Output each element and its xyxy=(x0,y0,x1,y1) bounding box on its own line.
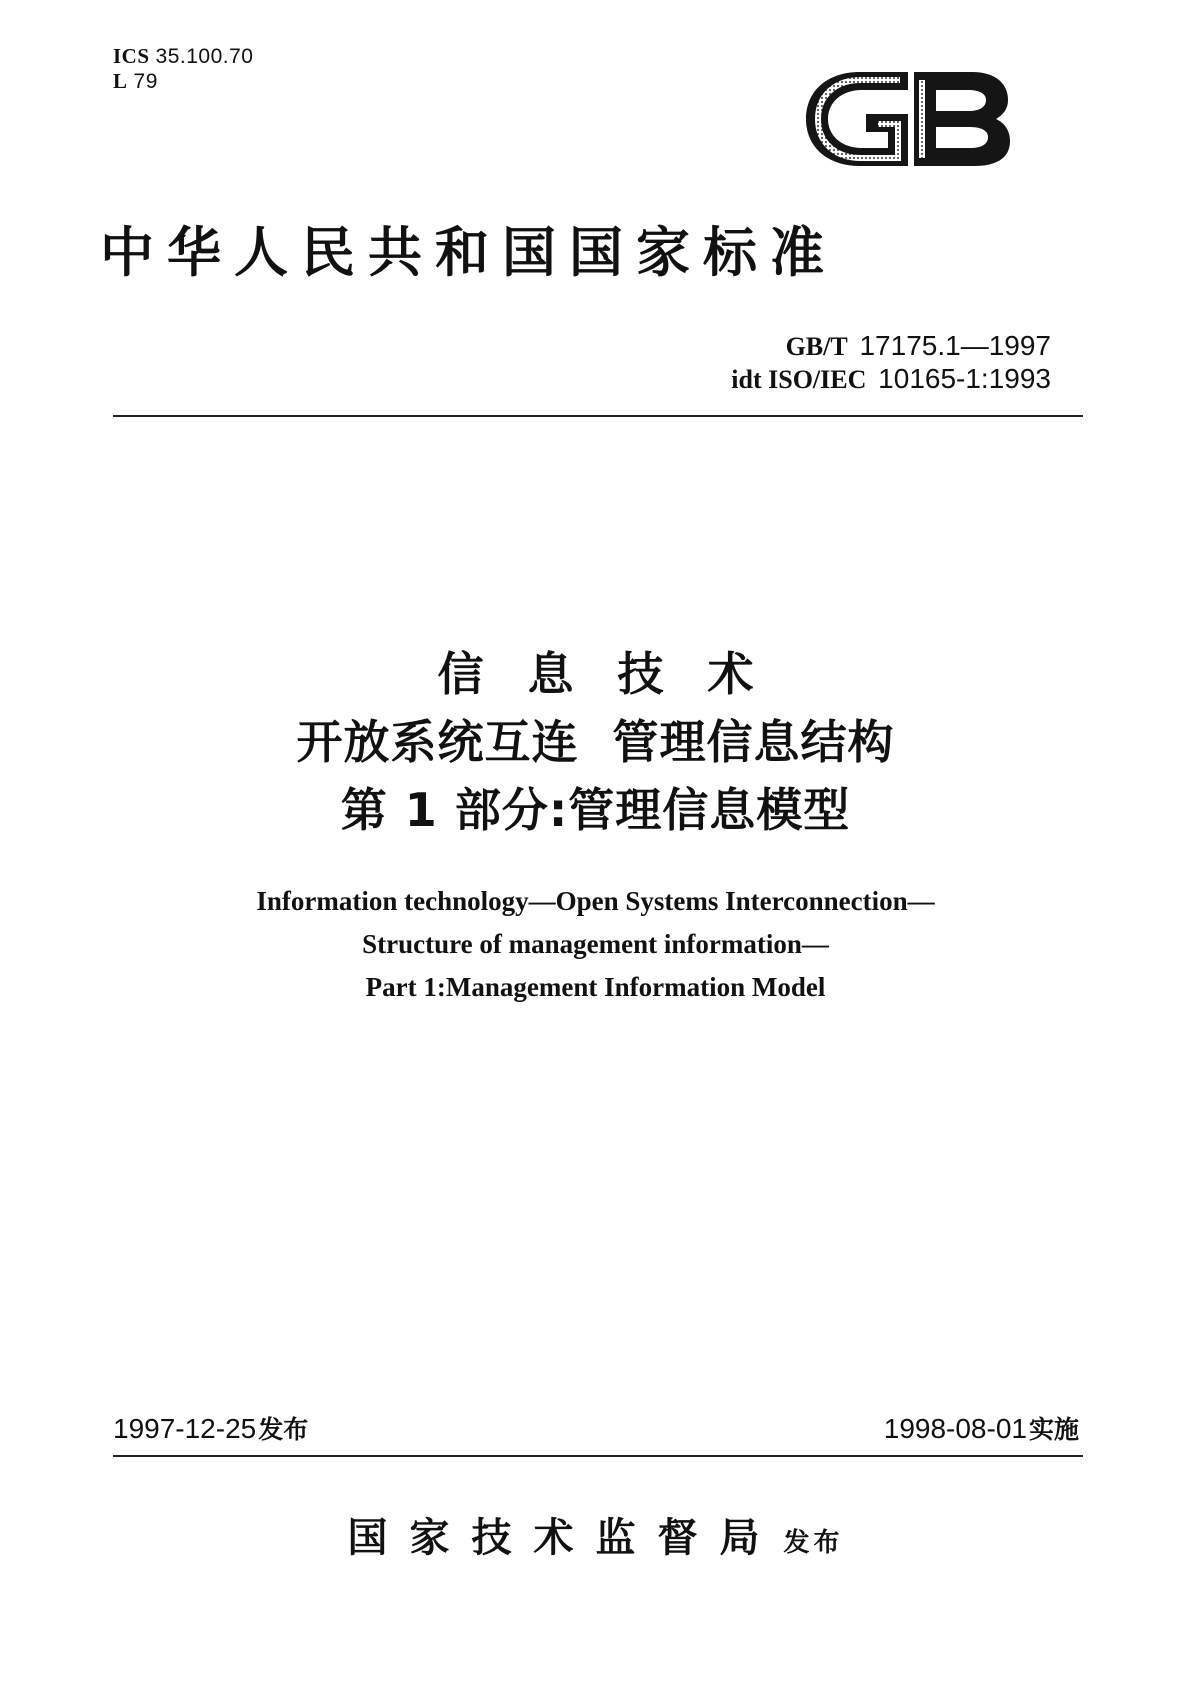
implementation-date: 1998-08-01 xyxy=(883,1413,1027,1444)
idt-label: idt ISO/IEC xyxy=(731,365,867,394)
ccs-label: L xyxy=(113,69,128,93)
ccs-line xyxy=(113,69,253,94)
idt-code-line xyxy=(731,363,1051,396)
gb-label: GB/T xyxy=(785,332,848,361)
issue-date: 1997-12-25 xyxy=(113,1413,257,1444)
english-title-line-2: Structure of management information— xyxy=(362,929,829,959)
implementation-date-block xyxy=(884,1412,1079,1447)
ccs-code: 79 xyxy=(133,70,158,93)
national-standard-title: 中华人民共和国国家标准 xyxy=(100,220,837,284)
implementation-label: 实施 xyxy=(1028,1415,1079,1444)
chinese-title-line-3: 第 1 部分:管理信息模型 xyxy=(340,783,851,837)
issuing-organization: 国家技术监督局 xyxy=(347,1514,782,1561)
chinese-title-line-2: 开放系统互连 管理信息结构 xyxy=(296,715,895,769)
bottom-divider xyxy=(113,1455,1083,1457)
issue-label: 发布 xyxy=(258,1415,309,1444)
gb-number: 17175.1—1997 xyxy=(859,330,1051,361)
ics-label: ICS xyxy=(113,44,150,68)
logo-letter-g xyxy=(806,72,908,166)
gb-logo xyxy=(804,64,1012,174)
chinese-title-line-1: 信息技术 xyxy=(437,647,798,701)
ics-code: 35.100.70 xyxy=(155,45,254,68)
gb-code-line xyxy=(731,330,1051,363)
issuer-action: 发布 xyxy=(783,1528,844,1558)
classification-codes xyxy=(113,44,253,94)
top-divider xyxy=(113,415,1083,417)
english-title-line-3: Part 1:Management Information Model xyxy=(365,972,826,1002)
ics-line xyxy=(113,44,253,69)
english-title-line-1: Information technology—Open Systems Interconnection— xyxy=(256,886,935,916)
idt-number: 10165-1:1993 xyxy=(878,363,1051,394)
logo-letter-b xyxy=(914,72,1010,166)
standard-codes xyxy=(731,330,1051,396)
issue-date-block xyxy=(113,1412,308,1447)
issuer-line xyxy=(0,1510,1191,1571)
